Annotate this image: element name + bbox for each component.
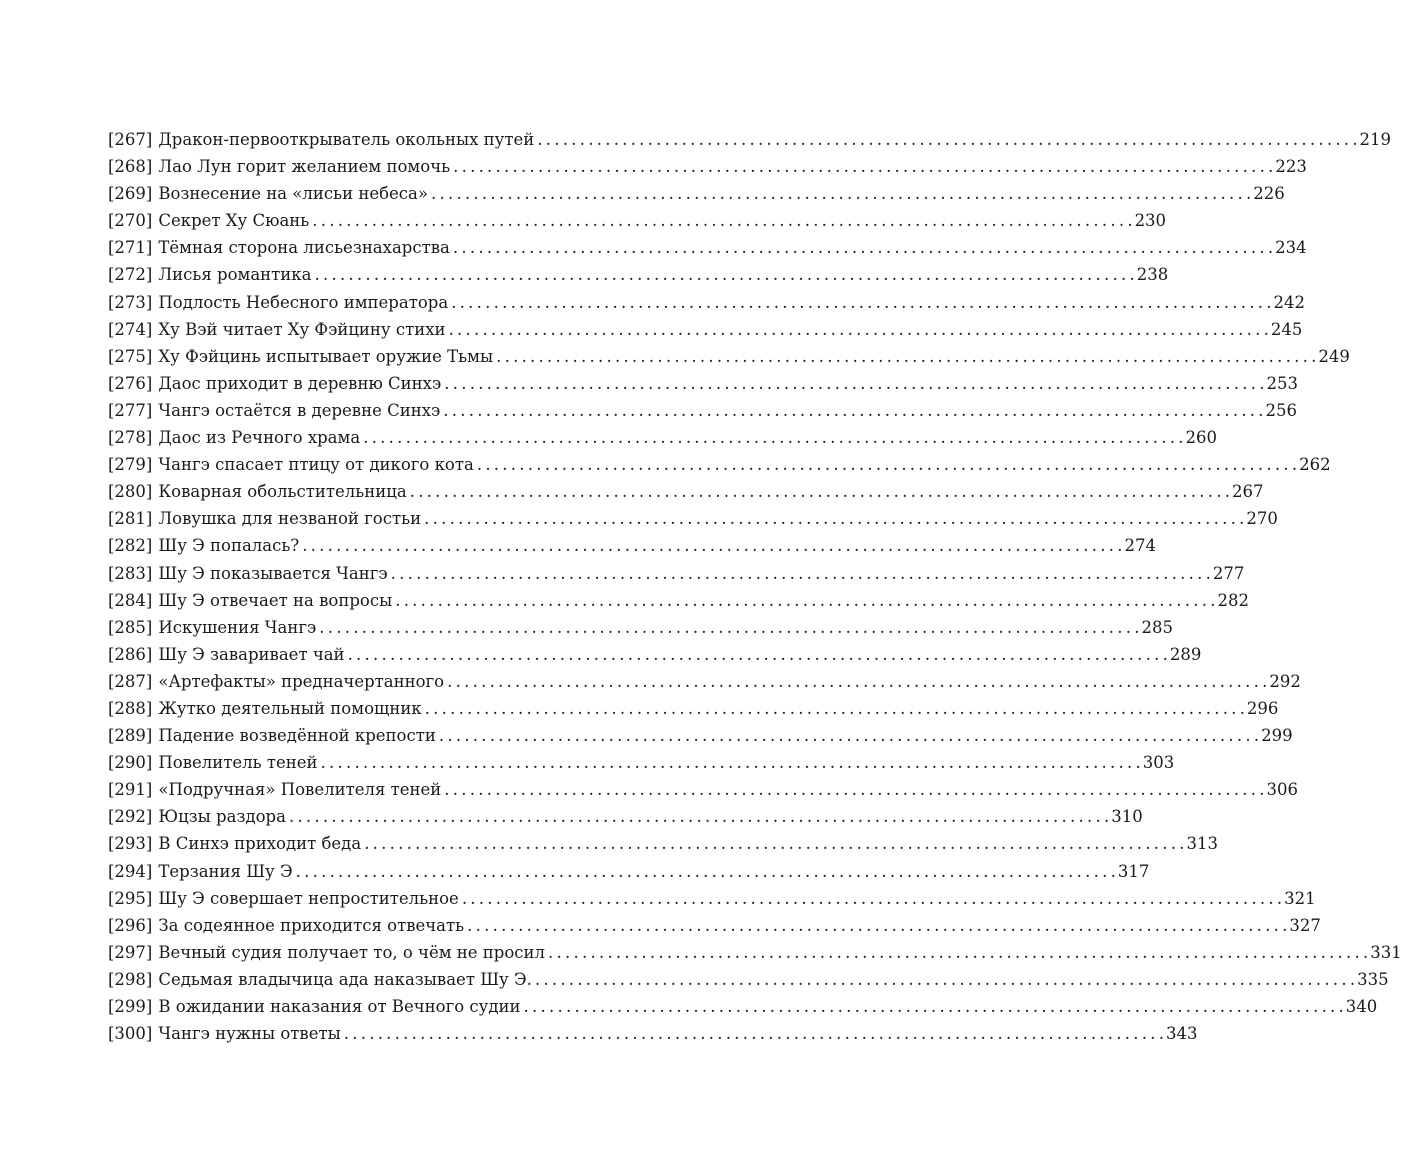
chapter-number: [300] [108,1024,153,1044]
dot-leader [314,261,1133,288]
page-number: 282 [1217,590,1249,610]
chapter-number: [279] [108,455,153,475]
chapter-title: Тёмная сторона лисьезнахарства [158,238,450,258]
toc-entry [108,1020,1198,1047]
page-number: 274 [1124,536,1156,556]
dot-leader [289,803,1108,830]
page-number: 238 [1136,265,1169,285]
page-number: 321 [1284,888,1316,908]
chapter-title: «Подручная» Повелителя теней [158,780,442,800]
dot-leader [449,316,1268,343]
chapter-number: [271] [108,238,153,258]
dot-leader [462,885,1281,912]
chapter-title: Дракон-первооткрыватель окольных путей [158,130,535,149]
chapter-title: Шу Э попалась? [158,536,300,556]
chapter-title: Лао Лун горит желанием помочь [158,157,451,177]
page-number: 327 [1289,915,1321,935]
toc-entry [108,641,1202,668]
chapter-number: [292] [108,807,153,827]
page-number: 245 [1270,319,1303,339]
toc-entry [108,532,1156,559]
chapter-number: [299] [108,997,153,1016]
page-number: 242 [1273,292,1305,312]
page-number: 335 [1357,969,1389,989]
dot-leader [302,532,1121,559]
chapter-number: [297] [108,942,153,962]
page-number: 306 [1266,780,1299,800]
chapter-title: Седьмая владычица ада наказывает Шу Э. [158,969,532,989]
chapter-number: [294] [108,861,153,881]
dot-leader [439,722,1258,749]
chapter-title: Жутко деятельный помощник [158,698,422,718]
page-number: 331 [1370,942,1402,962]
chapter-number: [281] [108,509,153,529]
page-number: 234 [1275,238,1307,258]
toc-entry [108,587,1249,614]
chapter-title: Даос из Речного храма [158,428,361,448]
chapter-title: За содеянное приходится отвечать [158,915,465,935]
chapter-number: [293] [108,834,153,854]
page-number: 292 [1269,671,1301,691]
chapter-title: Искушения Чангэ [158,617,317,637]
page-number: 219 [1359,130,1392,149]
page-number: 260 [1185,428,1217,448]
chapter-number: [295] [108,888,153,908]
chapter-title: Ловушка для незваной гостьи [158,509,422,529]
page-number: 343 [1166,1024,1198,1044]
chapter-number: [298] [108,969,153,989]
toc-entry [108,316,1303,343]
toc-entry [108,614,1174,641]
page-number: 289 [1169,644,1202,664]
dot-leader [344,1020,1163,1047]
dot-leader [444,776,1263,803]
toc-entry [108,478,1264,505]
page-number: 270 [1246,509,1278,529]
toc-entry [108,153,1307,180]
chapter-number: [278] [108,428,153,448]
chapter-number: [273] [108,292,153,312]
toc-entry [108,560,1245,587]
chapter-title: Повелитель теней [158,753,318,773]
chapter-number: [283] [108,563,153,583]
dot-leader [395,587,1214,614]
chapter-number: [280] [108,482,153,502]
toc-entry [108,722,1293,749]
chapter-number: [284] [108,590,153,610]
toc-entry [108,289,1305,316]
chapter-title: «Артефакты» предначертанного [158,671,445,691]
dot-leader [496,343,1315,370]
page-number: 310 [1111,807,1143,827]
dot-leader [319,614,1138,641]
chapter-title: Шу Э заваривает чай [158,644,345,664]
dot-leader [451,289,1270,316]
dot-leader [467,912,1286,939]
dot-leader [524,993,1343,1020]
chapter-title: Лисья романтика [158,265,312,285]
page-number: 249 [1318,346,1350,366]
toc-entry [108,424,1217,451]
toc-entry [108,993,1378,1020]
toc-entry [108,695,1279,722]
toc-entry [108,180,1285,207]
dot-leader [425,695,1244,722]
toc-entry [108,207,1167,234]
chapter-title: Терзания Шу Э [158,861,293,881]
dot-leader [477,451,1296,478]
chapter-title: Чангэ остаётся в деревне Синхэ [158,400,441,420]
toc-entry [108,343,1350,370]
chapter-number: [287] [108,671,153,691]
toc-entry [108,966,1389,993]
page-number: 256 [1265,400,1298,420]
dot-leader [363,424,1182,451]
page-number: 303 [1142,753,1175,773]
dot-leader [348,641,1167,668]
chapter-number: [289] [108,726,153,746]
page-number: 262 [1299,455,1331,475]
page-number: 267 [1231,482,1264,502]
toc-entry [108,397,1298,424]
dot-leader [410,478,1229,505]
chapter-title: Подлость Небесного императора [158,292,449,312]
toc-entry [108,370,1298,397]
chapter-number: [291] [108,780,153,800]
chapter-title: В ожидании наказания от Вечного судии [158,997,521,1016]
chapter-number: [286] [108,644,153,664]
chapter-number: [276] [108,373,153,393]
chapter-title: Вознесение на «лисьи небеса» [158,184,428,204]
chapter-title: Падение возведённой крепости [158,726,436,746]
chapter-title: Коварная обольстительница [158,482,407,502]
dot-leader [364,830,1183,857]
dot-leader [443,397,1262,424]
toc-entry [108,803,1143,830]
toc-entry [108,939,1402,966]
table-of-contents [108,126,1402,1047]
page-number: 223 [1275,157,1307,177]
dot-leader [431,180,1250,207]
chapter-title: Шу Э совершает непростительное [158,888,459,908]
chapter-title: Секрет Ху Сюань [158,211,310,231]
dot-leader [296,858,1115,885]
chapter-title: Шу Э отвечает на вопросы [158,590,393,610]
chapter-number: [274] [108,319,153,339]
page-number: 253 [1266,373,1298,393]
dot-leader [321,749,1140,776]
toc-entry [108,749,1175,776]
dot-leader [548,939,1367,966]
page-number: 230 [1134,211,1167,231]
chapter-number: [290] [108,753,153,773]
chapter-title: Юцзы раздора [158,807,286,827]
chapter-title: Шу Э показывается Чангэ [158,563,388,583]
dot-leader [312,207,1131,234]
page-number: 317 [1117,861,1150,881]
dot-leader [535,966,1354,993]
chapter-number: [296] [108,915,153,935]
toc-entry [108,451,1331,478]
chapter-title: Чангэ нужны ответы [158,1024,341,1044]
page-number: 313 [1186,834,1218,854]
page-number: 285 [1141,617,1174,637]
chapter-number: [282] [108,536,153,556]
chapter-number: [285] [108,617,153,637]
page-number: 226 [1253,184,1285,204]
chapter-number: [268] [108,157,153,177]
dot-leader [453,234,1272,261]
toc-entry [108,858,1150,885]
chapter-title: Чангэ спасает птицу от дикого кота [158,455,474,475]
toc-entry [108,505,1278,532]
chapter-number: [277] [108,400,153,420]
toc-entry [108,885,1316,912]
toc-entry [108,830,1218,857]
chapter-title: Ху Фэйцинь испытывает оружие Тьмы [158,346,494,366]
chapter-title: Ху Вэй читает Ху Фэйцину стихи [158,319,446,339]
chapter-title: Даос приходит в деревню Синхэ [158,373,442,393]
dot-leader [537,126,1356,153]
page-number: 340 [1345,997,1378,1016]
chapter-number: [275] [108,346,153,366]
chapter-number: [288] [108,698,153,718]
toc-entry [108,126,1392,153]
page-number: 299 [1261,726,1293,746]
chapter-number: [270] [108,211,153,231]
chapter-number: [272] [108,265,153,285]
dot-leader [391,560,1210,587]
toc-entry [108,261,1169,288]
dot-leader [444,370,1263,397]
chapter-number: [269] [108,184,153,204]
chapter-title: Вечный судия получает то, о чём не просил [158,942,546,962]
toc-entry [108,234,1307,261]
page-number: 296 [1246,698,1279,718]
dot-leader [453,153,1272,180]
chapter-title: В Синхэ приходит беда [158,834,362,854]
page-number: 277 [1212,563,1245,583]
toc-entry [108,912,1321,939]
dot-leader [424,505,1243,532]
dot-leader [447,668,1266,695]
toc-entry [108,776,1299,803]
chapter-number: [267] [108,130,153,149]
toc-entry [108,668,1301,695]
